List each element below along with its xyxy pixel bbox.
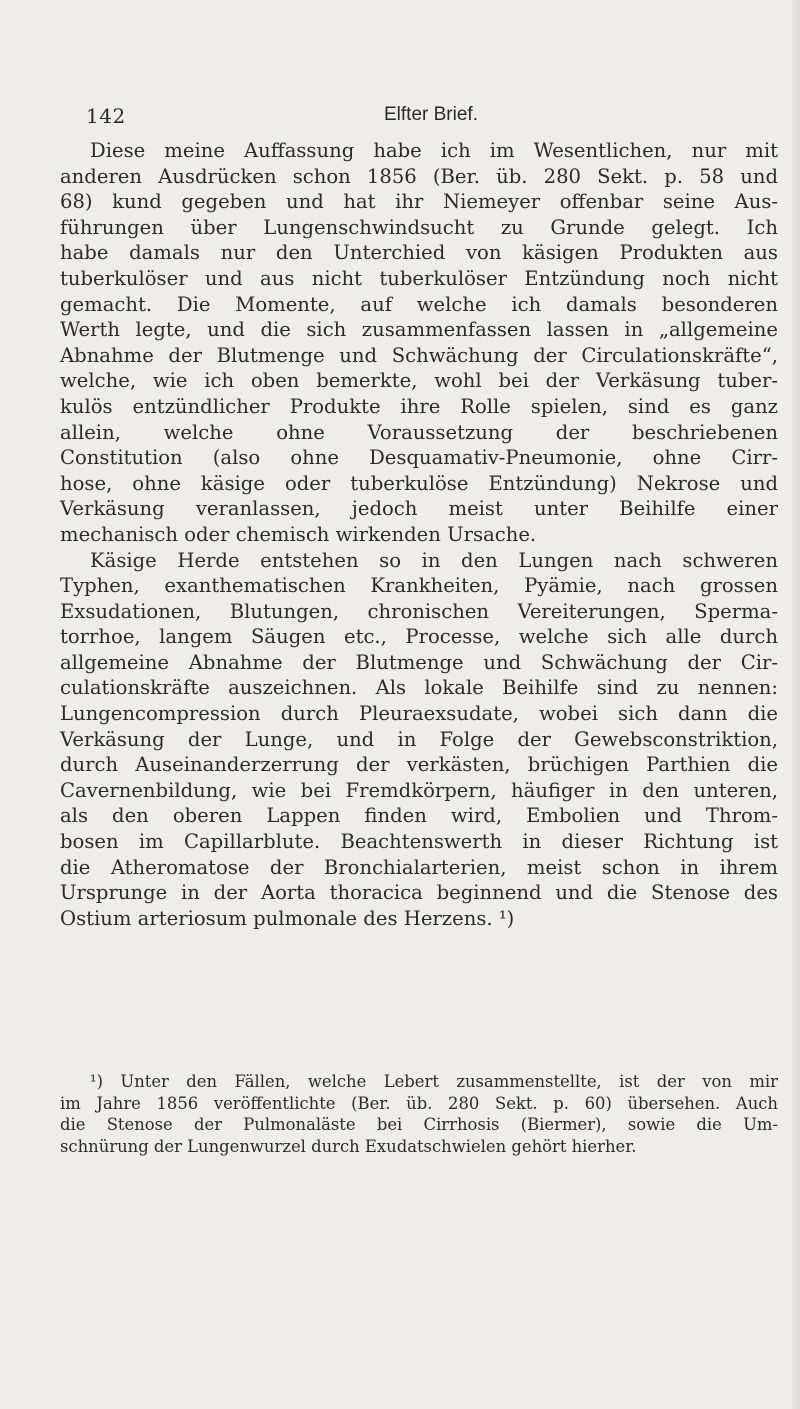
page-number: 142	[86, 104, 126, 128]
footnote-line: ¹) Unter den Fällen, welche Lebert zusammenstellte, ist der von mir	[90, 1072, 778, 1091]
text-line: Abnahme der Blutmenge und Schwächung der Circulationskräfte“,	[60, 343, 778, 367]
text-line: welche, wie ich oben bemerkte, wohl bei der Verkäsung tuber-	[60, 369, 778, 393]
text-line: tuberkulöser und aus nicht tuberkulöser Entzündung noch nicht	[60, 266, 778, 290]
body-text	[60, 138, 778, 931]
text-line: Cavernenbildung, wie bei Fremdkörpern, häufiger in den unteren,	[60, 778, 778, 802]
text-line: Exsudationen, Blutungen, chronischen Vereiterungen, Sperma-	[60, 599, 778, 623]
text-line: Ostium arteriosum pulmonale des Herzens. ¹)	[60, 906, 515, 930]
text-line: Typhen, exanthematischen Krankheiten, Pyämie, nach grossen	[60, 574, 778, 598]
text-line: anderen Ausdrücken schon 1856 (Ber. üb. 280 Sekt. p. 58 und	[60, 164, 778, 188]
footnote-line: die Stenose der Pulmonaläste bei Cirrhosis (Biermer), sowie die Um-	[60, 1115, 778, 1134]
text-line: Constitution (also ohne Desquamativ-Pneumonie, ohne Cirr-	[60, 446, 778, 470]
text-line: gemacht. Die Momente, auf welche ich damals besonderen	[60, 292, 778, 316]
text-line: bosen im Capillarblute. Beachtenswerth in dieser Richtung ist	[60, 830, 778, 854]
text-line: Verkäsung veranlassen, jedoch meist unter Beihilfe einer	[60, 497, 778, 521]
text-line: culationskräfte auszeichnen. Als lokale Beihilfe sind zu nennen:	[60, 676, 778, 700]
text-line: als den oberen Lappen finden wird, Embolien und Throm-	[60, 804, 778, 828]
text-line: kulös entzündlicher Produkte ihre Rolle spielen, sind es ganz	[60, 394, 778, 418]
text-line: führungen über Lungenschwindsucht zu Grunde gelegt. Ich	[60, 215, 778, 239]
text-line: Käsige Herde entstehen so in den Lungen nach schweren	[90, 548, 778, 572]
text-line: Verkäsung der Lunge, und in Folge der Gewebsconstriktion,	[60, 727, 778, 751]
text-line: torrhoe, langem Säugen etc., Processe, welche sich alle durch	[60, 625, 778, 649]
text-line: Diese meine Auffassung habe ich im Wesentlichen, nur mit	[90, 139, 778, 162]
text-line: 68) kund gegeben und hat ihr Niemeyer offenbar seine Aus-	[60, 190, 778, 214]
text-line: Lungencompression durch Pleuraexsudate, wobei sich dann die	[60, 702, 778, 726]
footnotes	[60, 1071, 778, 1157]
page-edge-shadow	[790, 0, 800, 1409]
text-line: Ursprunge in der Aorta thoracica beginnend und die Stenose des	[60, 881, 778, 905]
running-title: Elfter Brief.	[384, 104, 478, 125]
footnote-line: schnürung der Lungenwurzel durch Exudatschwielen gehört hierher.	[60, 1136, 637, 1156]
text-line: durch Auseinanderzerrung der verkästen, brüchigen Parthien die	[60, 753, 778, 777]
text-line: die Atheromatose der Bronchialarterien, meist schon in ihrem	[60, 855, 778, 879]
page-header	[86, 104, 776, 132]
text-line: habe damals nur den Unterchied von käsigen Produkten aus	[60, 241, 778, 265]
text-line: allgemeine Abnahme der Blutmenge und Schwächung der Cir-	[60, 650, 778, 674]
footnote-line: im Jahre 1856 veröffentlichte (Ber. üb. 280 Sekt. p. 60) übersehen. Auch	[60, 1093, 778, 1113]
text-line: mechanisch oder chemisch wirkenden Ursache.	[60, 522, 537, 546]
text-line: Werth legte, und die sich zusammenfassen lassen in „allgemeine	[60, 318, 778, 342]
text-line: hose, ohne käsige oder tuberkulöse Entzündung) Nekrose und	[60, 471, 778, 495]
text-line: allein, welche ohne Voraussetzung der beschriebenen	[60, 420, 778, 444]
